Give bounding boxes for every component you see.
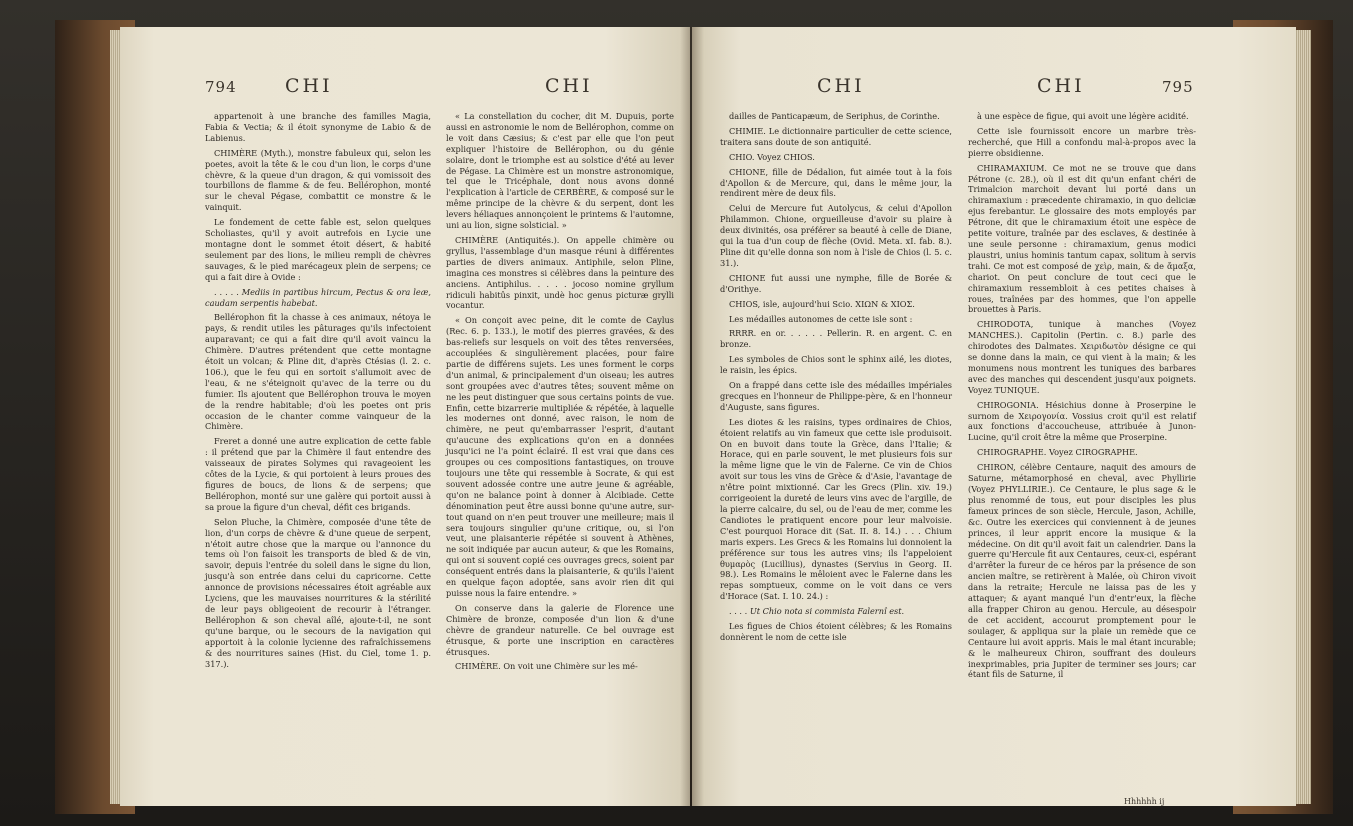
text-column-2 <box>968 111 1196 684</box>
paragraph: CHIMIE. Le dictionnaire particulier de cette science, traitera sans doute de son antiquité. <box>720 125 952 147</box>
paragraph: CHIMÈRE (Antiquités.). On appelle chimère ou gryllus, l'assemblage d'un masque réuni à différentes parties de divers animaux. Antiphile, selon Pline, imagina ces monstres si célèbres dans la peinture des anciens. Antiphilus. . . . . jocoso nomine gryllum ridiculi habitûs pinxit, undè hoc genus picturæ grylli vocantur. <box>446 234 674 311</box>
paragraph: Bellérophon fit la chasse à ces animaux, nétoya le pays, & rendit utiles les pâturages qu'ils infectoient auparavant; ce qui a fait dire qu'il avoit vaincu la Chimère. D'autres prétendent que cette montagne étoit un volcan; & Pline dit, d'après Ctésias (l. 2. c. 106.), que le feu qui en sortoit s'allumoit avec de l'eau, & ne s'éteignoit qu'avec de la terre ou du fumier. Ils ajoutent que Bellérophon trouva le moyen de la rendre habitable; d'où les poetes ont pris occasion de le chanter comme vainqueur de la Chimère. <box>205 312 431 432</box>
paragraph: CHIRODOTA, tunique à manches (Voyez MANCHES.). Capitolin (Pertin. c. 8.) parle des chirodotes des Dalmates. Χειριδωτὸν désigne ce qui se donne dans la main, ce qui vient à la main; & les monumens nous montrent les tuniques des barbares avec des manches qui descendent jusqu'aux poignets. Voyez TUNIQUE. <box>968 319 1196 395</box>
paragraph: CHIONE fut aussi une nymphe, fille de Borée & d'Orithye. <box>720 272 952 294</box>
paragraph: Cette isle fournissoit encore un marbre très-recherché, que Hill a confondu mal-à-propos avec la pierre obsidienne. <box>968 125 1196 158</box>
page-number: 795 <box>1162 78 1194 96</box>
paragraph: CHIRON, célèbre Centaure, naquit des amours de Saturne, métamorphosé en cheval, avec Phyllirie (Voyez PHYLLIRIE.). Ce Centaure, le plus sage & le plus renommé de tous, eut pour disciples les plus fameux princes de son siècle, Hercule, Jason, Achille, &c. Outre les exercices qui conviennent à de jeunes princes, il leur apprit encore la musique & la médecine. On dit qu'il avoit fait un calendrier. Dans la guerre qu'Hercule fit aux Centaures, ceux-ci, espérant d'arrêter la fureur de ce héros par la présence de son ancien maître, se retirèrent à Malée, où Chiron vivoit dans la retraite; Hercule ne laissa pas de les y attaquer; & ayant manqué l'un d'entr'eux, la flèche alla frapper Chiron au genou. Hercule, au désespoir de cet accident, accourut promptement pour le soulager, & appliqua sur la plaie un remède que ce Centaure lui avoit appris. Mais le mal étant incurable; & le malheureux Chiron, souffrant des douleurs inexprimables, pria Jupiter de terminer ses jours; car étant fils de Saturne, il <box>968 462 1196 680</box>
paragraph: Les médailles autonomes de cette isle sont : <box>729 313 913 324</box>
left-page <box>120 27 690 806</box>
paragraph: Les symboles de Chios sont le sphinx ailé, les diotes, le raisin, les épics. <box>720 354 952 376</box>
running-head: CHI <box>817 75 865 97</box>
paragraph: On conserve dans la galerie de Florence une Chimère de bronze, composée d'un lion & d'une chèvre de grandeur naturelle. Ce bel ouvrage est étrusque, & porte une inscription en caractères étrusques. <box>446 602 674 657</box>
paragraph: « La constellation du cocher, dit M. Dupuis, porte aussi en astronomie le nom de Bellérophon, comme on le voit dans Cæsius; & c'est par elle que l'on peut expliquer l'histoire de Bellérophon, ou du génie solaire, dont le triomphe est au solstice d'été au lever de Pégase. La Chimère est un monstre astronomique, tel que le Tricéphale, dont nous avons donné l'explication à l'article de CERBÈRE, & composé sur le même principe de la chèvre & du serpent, dont les levers héliaques annonçoient le printems & l'automne, uni au lion, signe solsticial. » <box>446 111 674 231</box>
paragraph: CHIMÈRE. On voit une Chimère sur les mé- <box>455 661 638 672</box>
paragraph: RRRR. en or. . . . . . Pellerin. R. en argent. C. en bronze. <box>720 328 952 350</box>
paragraph: dailles de Panticapæum, de Seriphus, de Corinthe. <box>729 111 940 121</box>
left-running-head <box>120 75 690 103</box>
paragraph: CHIONE, fille de Dédalion, fut aimée tout à la fois d'Apollon & de Mercure, qui, dans le même jour, la rendirent mère de deux fils. <box>720 166 952 199</box>
verse-quotation: . . . . Ut Chio nota si commista Falernî est. <box>729 606 905 617</box>
running-head: CHI <box>1037 75 1085 97</box>
paragraph: Les diotes & les raisins, types ordinaires de Chios, étoient relatifs au vin fameux que cette isle produisoit. On en buvoit dans toute la Grèce, dans l'Italie; & Horace, qui en parle souvent, le met plusieurs fois sur la même ligne que le vin de Falerne. Ce vin de Chios avoit sur tous les vins de Grèce & d'Asie, l'avantage de n'être point mixtionné. Car les Grecs (Plin. xiv. 19.) corrigeoient la dureté de leurs vins avec de l'argille, de la pierre calcaire, du sel, ou de l'eau de mer, comme les Candiotes le pratiquent encore pour leur malvoisie. C'est pourquoi Horace dit (Sat. II. 8. 14.) . . . Chium maris expers. Les Grecs & les Romains lui donnoient la préférence sur tous les autres vins; ils l'appeloient θυμαρὸς (Lucillius), dynastes (Servius in Georg. II. 98.). Les Romains le mêloient avec le Falerne dans les repas somptueux, comme on le voit dans ce vers d'Horace (Sat. I. 10. 24.) : <box>720 416 952 602</box>
paragraph: Le fondement de cette fable est, selon quelques Scholiastes, qu'il y avoit autrefois en Lycie une montagne dont le sommet étoit désert, & habité seulement par des lions, le milieu rempli de chèvres sauvages, & le pied marécageux plein de serpens; ce qui a fait dire à Ovide : <box>205 217 431 282</box>
page-number: 794 <box>205 78 237 96</box>
paragraph: appartenoit à une branche des familles Magia, Fabia & Vectia; & il étoit synonyme de Labio & de Labienus. <box>205 111 431 143</box>
text-column-1 <box>205 111 431 673</box>
paragraph: CHIOS, isle, aujourd'hui Scio. ΧΙΩΝ & ΧΙΟΣ. <box>729 298 915 309</box>
right-page <box>692 27 1296 806</box>
paragraph: Freret a donné une autre explication de cette fable : il prétend que par la Chimère il faut entendre des vaisseaux de pirates Solymes qui ravageoient les côtes de la Lycie, & qui portoient à leurs proues des figures de boucs, de lions & de serpens; que Bellérophon, monté sur une galère qui portoit aussi à sa proue la figure d'un cheval, défit ces brigands. <box>205 436 431 512</box>
paragraph: CHIROGONIA. Hésichius donne à Proserpine le surnom de Χειρογονία. Vossius croit qu'il est relatif aux fonctions d'accoucheuse, attribuée à Junon-Lucine, qu'il croit être la même que Proserpine. <box>968 399 1196 443</box>
paragraph: Selon Pluche, la Chimère, composée d'une tête de lion, d'un corps de chèvre & d'une queue de serpent, n'étoit autre chose que la marque ou l'annonce du tems où l'on faisoit les transports de bled & de vin, savoir, depuis l'entrée du soleil dans le signe du lion, jusqu'à son entrée dans celui du capricorne. Cette annonce de provisions nécessaires étoit agréable aux Lyciens, que les mauvaises nourritures & la stérilité de leur pays obligeoient de recourir à l'étranger. Bellérophon & son cheval aîlé, ajoute-t-il, ne sont qu'une barque, ou le secours de la navigation qui apportoit à la colonie lycienne des rafraîchissemens & des nourritures saines (Hist. du Ciel, tome 1. p. 317.). <box>205 516 431 669</box>
signature-mark: Hhhhhh ij <box>1124 797 1165 806</box>
text-column-1 <box>720 111 952 647</box>
paragraph: « On conçoit avec peine, dit le comte de Caylus (Rec. 6. p. 133.), le motif des pierres gravées, & des bas-reliefs sur lesquels on voit des têtes renversées, accouplées & singulièrement placées, pour faire partie de différens sujets. Les unes forment le corps d'un animal, & principalement d'un oiseau; les autres sont groupées avec d'autres têtes; souvent même on ne les peut distinguer que sous certains points de vue. Enfin, cette bizarrerie multipliée & répétée, à laquelle les modernes ont donné, avec raison, le nom de chimère, ne peut qu'embarrasser l'esprit, d'autant qu'aucune des explications qu'on en a données jusqu'ici ne l'a point éclairé. Il est vrai que dans ces groupes ou ces compositions fantastiques, on trouve toujours une tête qui ressemble à Socrate, & qui est souvent adossée contre une autre jeune & agréable, qu'on ne balance point à donner à Alcibiade. Cette dénomination peut être aussi bonne qu'une autre, sur-tout quand on n'en peut trouver une meilleure; mais il sera toujours singulier qu'une critique, ou, si l'on veut, une plaisanterie répétée si souvent à Athènes, ne soit indiquée par aucun auteur, & que les Romains, qui ont si souvent copié ces ouvrages grecs, soient par conséquent entrés dans la plaisanterie, & qu'ils l'aient en quelque façon adoptée, sans avoir rien dit qui puisse nous la faire entendre. » <box>446 315 674 598</box>
paragraph: CHIO. Voyez CHIOS. <box>729 151 815 162</box>
text-column-2 <box>446 111 674 676</box>
verse-quotation: . . . . . Mediis in partibus hircum, Pectus & ora leæ, caudam serpentis habebat. <box>205 286 431 308</box>
paragraph: Les figues de Chios étoient célèbres; & les Romains donnèrent le nom de cette isle <box>720 621 952 642</box>
right-running-head <box>692 75 1296 103</box>
running-head: CHI <box>285 75 333 97</box>
paragraph: CHIMÈRE (Myth.), monstre fabuleux qui, selon les poetes, avoit la tête & le cou d'un lion, le corps d'une chèvre, & la queue d'un dragon, & qui vomissoit des tourbillons de flamme & de feu. Bellérophon, monté sur le cheval Pégase, combattit ce monstre & le vainquit. <box>205 147 431 213</box>
paragraph: Celui de Mercure fut Autolycus, & celui d'Apollon Philammon. Chione, orgueilleuse d'avoir su plaire à deux divinités, osa préférer sa beauté à celle de Diane, qui la tua d'un coup de flèche (Ovid. Meta. xI. fab. 8.). Pline dit qu'elle donna son nom à l'isle de Chios (l. 5. c. 31.). <box>720 203 952 268</box>
paragraph: à une espèce de figue, qui avoit une légère acidité. <box>977 111 1189 121</box>
paragraph: On a frappé dans cette isle des médailles impériales grecques en l'honneur de Philippe-père, & en l'honneur d'Auguste, sans figures. <box>720 380 952 412</box>
paragraph: CHIRAMAXIUM. Ce mot ne se trouve que dans Pétrone (c. 28.), où il est dit qu'un enfant chéri de Trimalcion marchoit devant lui porté dans un chiramaxium : præcedente chiramaxio, in quo deliciæ ejus ferebantur. Le glossaire des mots employés par Pétrone, dit que le chiramaxium étoit une espèce de petite voiture, traînée par des esclaves, & destinée à une seule personne : chiramaxium, genus modici plaustri, unius hominis tantum capax, solitum à servis trahi. Ce mot est composé de χεὶρ, main, & de ἄμαξα, chariot. On peut conclure de tout ceci que le chiramaxium ressembloit à ces petites chaises à roues, traînées par des hommes, que l'on appelle brouettes à Paris. <box>968 162 1196 315</box>
paragraph: CHIROGRAPHE. Voyez CIROGRAPHE. <box>977 447 1138 458</box>
running-head: CHI <box>545 75 593 97</box>
